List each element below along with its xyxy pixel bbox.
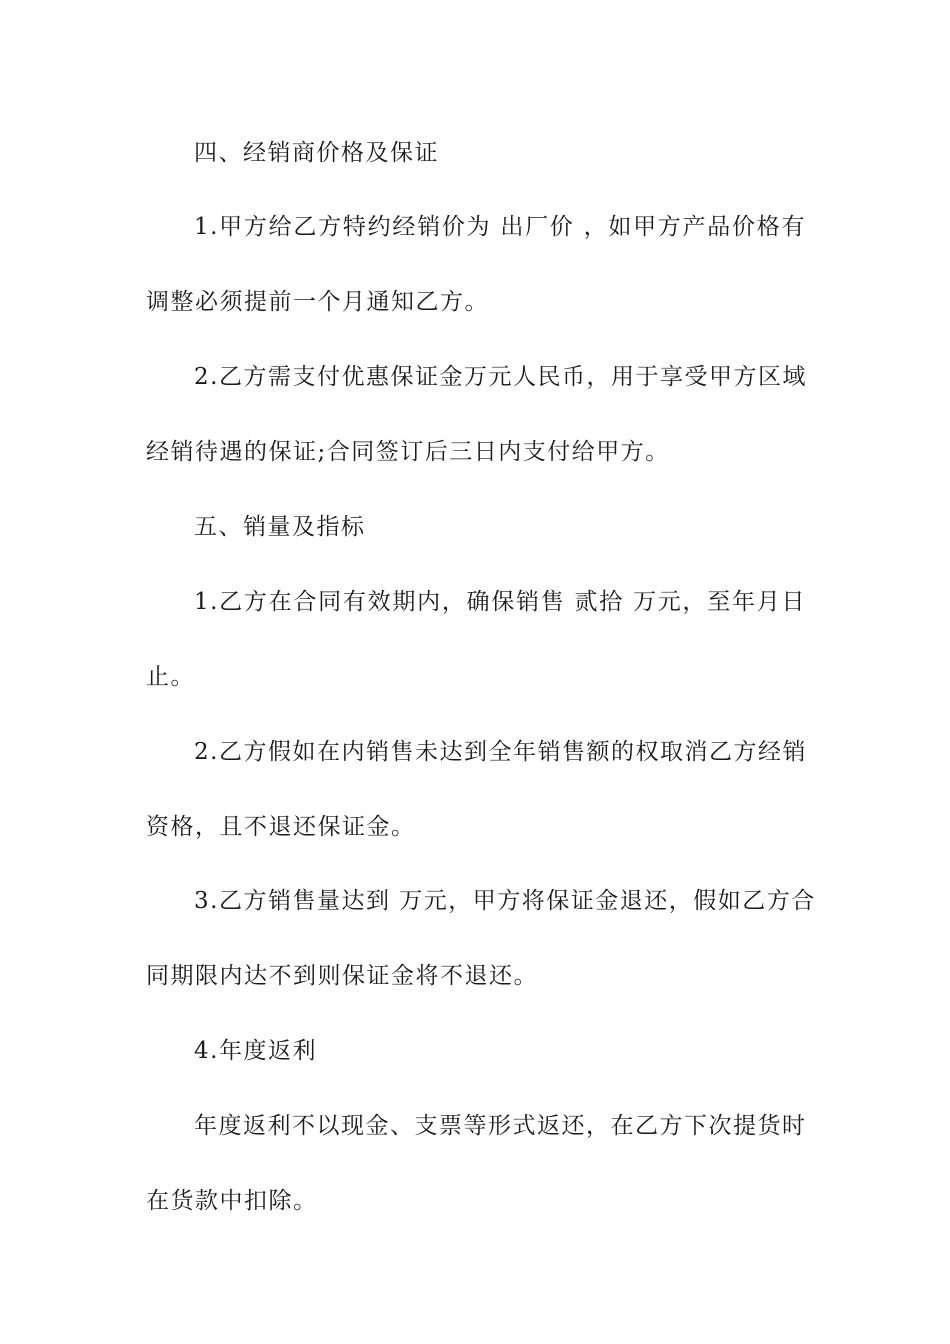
paragraph-5-2-line-1: 2.乙方假如在内销售未达到全年销售额的权取消乙方经销 <box>194 739 807 765</box>
paragraph-5-1-line-2: 止。 <box>146 664 195 690</box>
paragraph-4-2-line-1: 2.乙方需支付优惠保证金万元人民币，用于享受甲方区域 <box>194 364 807 390</box>
paragraph-5-1-line-1: 1.乙方在合同有效期内，确保销售 贰拾 万元，至年月日 <box>194 589 806 615</box>
paragraph-5-3-line-2: 同期限内达不到则保证金将不退还。 <box>146 963 538 989</box>
paragraph-5-4-body-line-2: 在货款中扣除。 <box>146 1188 318 1214</box>
paragraph-5-4-heading: 4.年度返利 <box>194 1038 317 1064</box>
paragraph-5-2-line-2: 资格，且不退还保证金。 <box>146 814 416 840</box>
paragraph-4-2-line-2: 经销待遇的保证;合同签订后三日内支付给甲方。 <box>146 439 670 465</box>
paragraph-4-1-line-2: 调整必须提前一个月通知乙方。 <box>146 289 489 315</box>
paragraph-5-3-line-1: 3.乙方销售量达到 万元，甲方将保证金退还，假如乙方合 <box>194 888 816 914</box>
section-heading-5: 五、销量及指标 <box>194 514 366 540</box>
section-heading-4: 四、经销商价格及保证 <box>194 140 439 166</box>
paragraph-4-1-line-1: 1.甲方给乙方特约经销价为 出厂价 ，如甲方产品价格有 <box>194 214 806 240</box>
paragraph-5-4-body-line-1: 年度返利不以现金、支票等形式返还，在乙方下次提货时 <box>194 1113 807 1139</box>
